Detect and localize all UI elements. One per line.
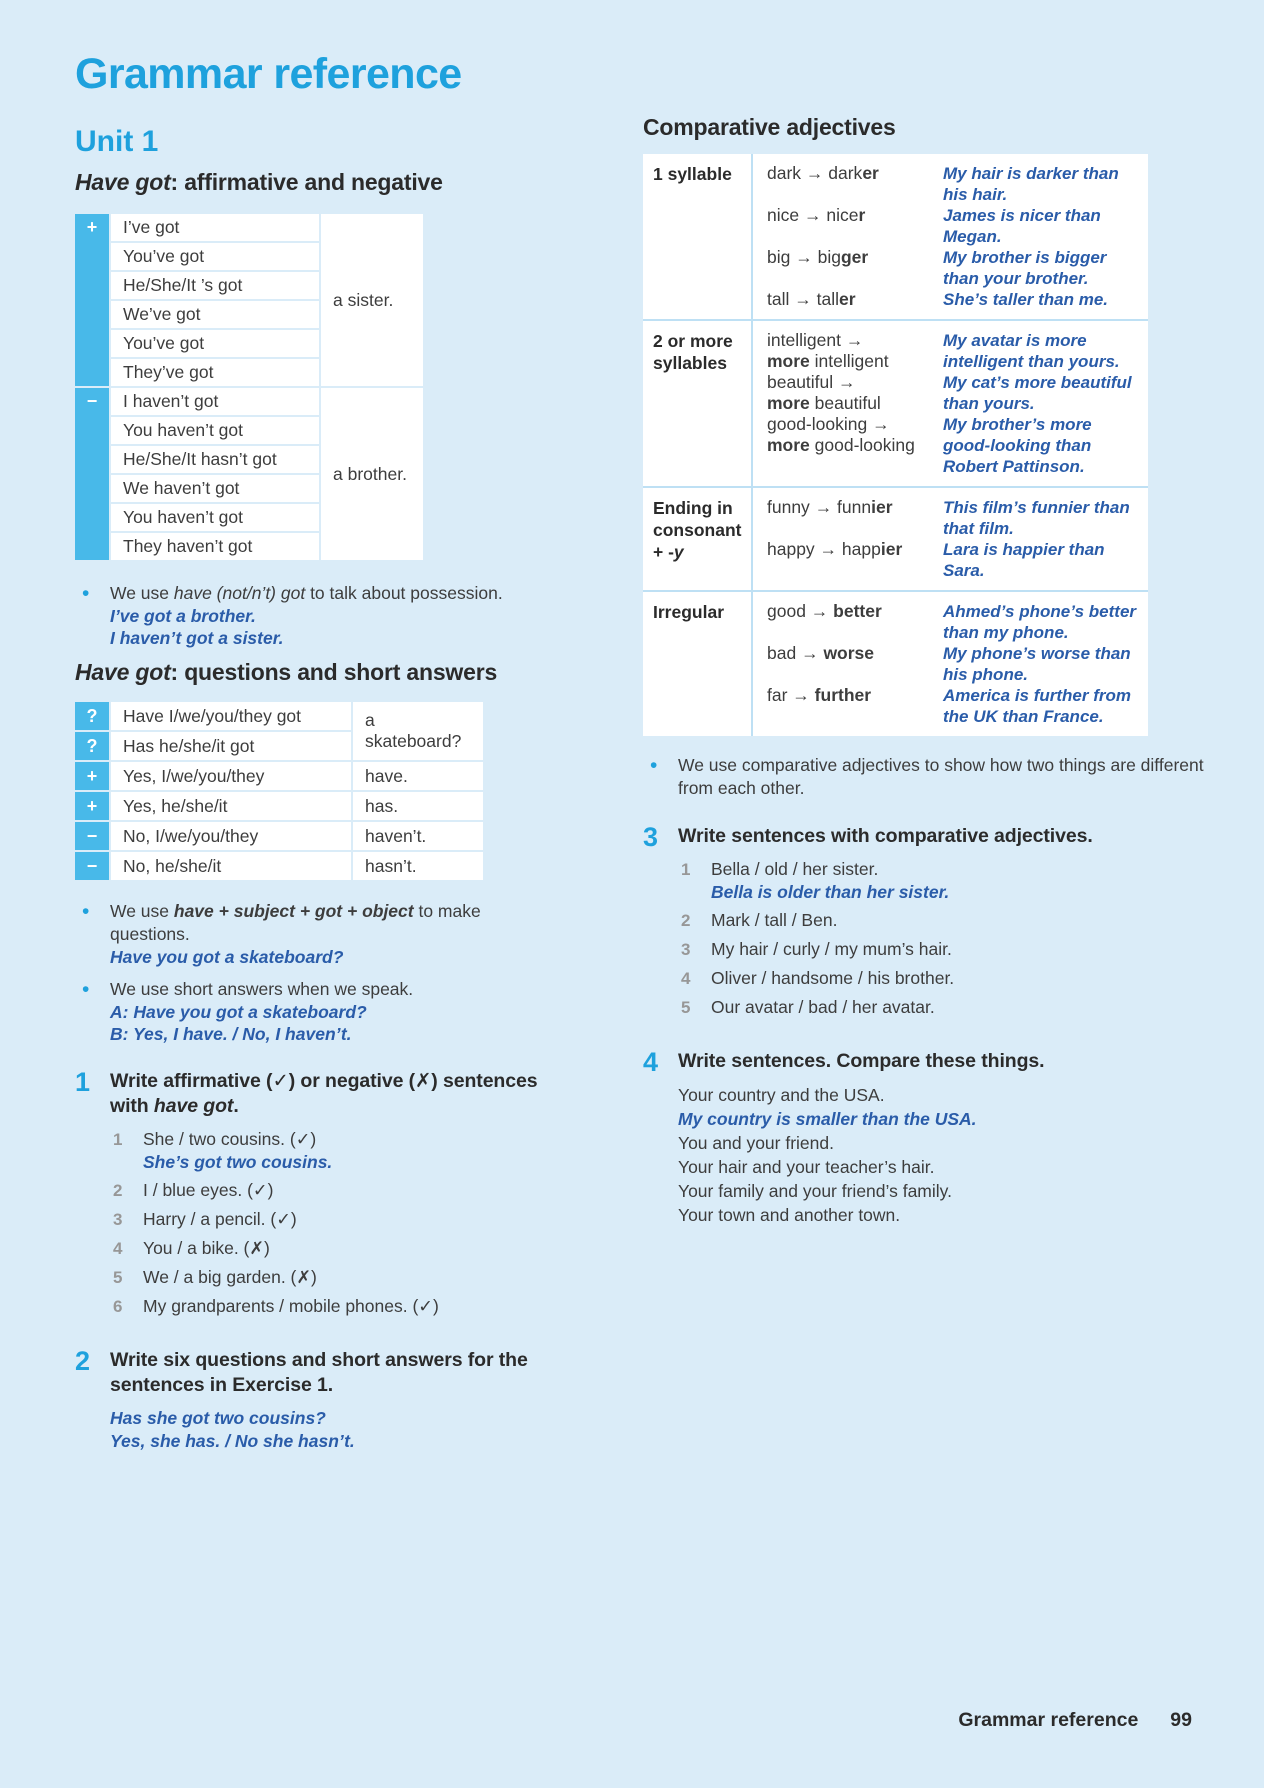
transformation-cell [767, 497, 937, 518]
item-text [143, 1208, 547, 1231]
text-run: Write sentences with comparative adjectives. [678, 825, 1093, 847]
text-run: funn [832, 497, 872, 517]
text-run: further [814, 685, 872, 705]
example-sentence: America is further from the UK than France. [943, 686, 1131, 726]
transformation-cell [767, 289, 937, 310]
text-run: Write affirmative (✓) or negative (✗) sentences with [110, 1070, 538, 1117]
object-cell: a brother. [321, 388, 423, 560]
exercise-item [110, 1295, 547, 1318]
transformation-line [767, 539, 937, 560]
adjective-pair [767, 205, 1140, 247]
transformation-line [767, 247, 937, 268]
adjective-pair [767, 539, 1140, 581]
section-heading-have-got-affirmative [75, 169, 547, 196]
text-run: We use [110, 583, 174, 603]
transformation-cell [767, 539, 937, 560]
example-sentence: Lara is happier than Sara. [943, 540, 1105, 580]
row-content [753, 154, 1148, 319]
short-answer-cell: hasn’t. [353, 852, 483, 880]
object-cell: a sister. [321, 214, 423, 386]
item-text [711, 909, 1208, 932]
symbol-cell: + [75, 762, 109, 790]
negative-symbol-cell: − [75, 388, 109, 560]
example-cell [943, 205, 1140, 247]
text-run: We use [110, 901, 174, 921]
arrow-icon: → [819, 539, 838, 559]
transformation-line [767, 414, 937, 435]
exercise-body [110, 1348, 547, 1453]
example-sentence: B: Yes, I have. / No, I haven’t. [110, 1024, 352, 1044]
exercise-number: 2 [75, 1346, 91, 1376]
symbol-cell: − [75, 852, 109, 880]
short-answer-cell: has. [353, 792, 483, 820]
text-run: nice [821, 205, 859, 225]
exercise-item [110, 1208, 547, 1231]
form-cell: You haven’t got [111, 504, 319, 531]
arrow-icon: → [794, 289, 812, 309]
item-text [711, 996, 1208, 1019]
arrow-icon: → [838, 372, 856, 392]
bullet-icon: • [82, 900, 90, 923]
text-run: Irregular [653, 602, 724, 622]
example-sentence: My brother is bigger than your brother. [943, 248, 1107, 288]
example-sentence: My avatar is more intelligent than yours. [943, 331, 1120, 371]
transformation-line [767, 330, 937, 351]
arrow-icon: → [845, 330, 864, 350]
exercise-number: 1 [75, 1067, 91, 1097]
bullet-text [110, 978, 547, 1045]
transformation-cell [767, 685, 937, 706]
text-run: beautiful [809, 393, 881, 413]
arrow-icon: → [805, 163, 824, 183]
unit-heading: Unit 1 [75, 125, 159, 158]
text-run: er [838, 289, 856, 309]
text-run: ier [880, 539, 903, 559]
example-cell [943, 247, 1140, 289]
affirmative-symbol-cell: + [75, 214, 109, 386]
example-sentence: My country is smaller than the USA. [678, 1109, 977, 1129]
arrow-icon: → [810, 601, 829, 621]
exercise-answer [110, 1430, 547, 1453]
text-run: We use short answers when we speak. [110, 979, 414, 999]
row-content [753, 488, 1148, 590]
example-sentence: I haven’t got a sister. [110, 628, 284, 648]
arrow-icon: → [792, 685, 810, 705]
item-prompt: We / a big garden. (✗) [143, 1267, 317, 1287]
item-text [143, 1128, 547, 1173]
exercise-title [110, 1348, 547, 1398]
item-number: 4 [113, 1239, 123, 1258]
exercise-title [678, 1049, 1208, 1074]
transformation-cell [767, 414, 937, 456]
example-sentence: My brother’s more good-looking than Robert Pattinson. [943, 415, 1092, 476]
symbol-cell: ? [75, 702, 109, 730]
text-run: dark [823, 163, 863, 183]
right-column [643, 50, 1208, 1453]
text-run: ger [840, 247, 869, 267]
adjective-pair [767, 497, 1140, 539]
text-run: 1 syllable [653, 164, 732, 184]
transformation-cell [767, 247, 937, 268]
question-object-cell: a skateboard? [353, 702, 483, 760]
text-run: intelligent [767, 330, 846, 350]
transformation-line [767, 351, 937, 372]
text-run: have (not/n’t) got [173, 583, 306, 603]
text-run: nice [767, 205, 804, 225]
row-content [753, 321, 1148, 486]
page-footer [958, 1709, 1192, 1732]
exercise-item [678, 909, 1208, 932]
bullet-icon: • [82, 582, 90, 605]
exercise-title [678, 824, 1208, 849]
item-prompt: Mark / tall / Ben. [711, 910, 838, 930]
footer-page-number: 99 [1170, 1709, 1192, 1731]
item-prompt: Harry / a pencil. (✓) [143, 1209, 297, 1229]
category-cell [643, 592, 753, 736]
text-run: happy [767, 539, 820, 559]
text-run: more [767, 435, 810, 455]
example-sentence: I’ve got a brother. [110, 606, 256, 626]
form-cell: We haven’t got [111, 475, 319, 502]
short-answer-cell: have. [353, 762, 483, 790]
section-heading-rest: : questions and short answers [170, 659, 498, 685]
bullet-text [110, 582, 547, 649]
text-run: tall [767, 289, 795, 309]
arrow-icon: → [795, 247, 813, 267]
text-run: better [833, 601, 882, 621]
transformation-cell [767, 330, 937, 372]
form-cell: They’ve got [111, 359, 319, 386]
adjective-pair [767, 643, 1140, 685]
form-cell: He/She/It hasn’t got [111, 446, 319, 473]
text-run: happ [837, 539, 881, 559]
example-cell [943, 539, 1140, 581]
item-prompt: Our avatar / bad / her avatar. [711, 997, 935, 1017]
item-number: 4 [681, 969, 691, 988]
example-cell [943, 289, 1140, 310]
transformation-line [767, 643, 937, 664]
example-cell [943, 414, 1140, 477]
text-run: tall [811, 289, 839, 309]
text-run: more [767, 351, 810, 371]
bullet-item [75, 582, 547, 649]
exercise-prompt-line: You and your friend. [678, 1133, 834, 1153]
category-cell [643, 154, 753, 319]
bullet-text [678, 754, 1208, 800]
exercise-item [110, 1237, 547, 1260]
item-prompt: My grandparents / mobile phones. (✓) [143, 1296, 439, 1316]
exercise-body [678, 1049, 1208, 1227]
section-heading-italic: Have got [75, 659, 171, 685]
text-run: ier [871, 497, 893, 517]
text-run: to talk about possession. [305, 583, 503, 603]
symbol-cell: ? [75, 732, 109, 760]
left-column [75, 50, 547, 1453]
text-run: intelligent [809, 351, 889, 371]
example-sentence: Have you got a skateboard? [110, 947, 344, 967]
section-heading-italic: Have got [75, 169, 171, 195]
exercise-number: 4 [643, 1047, 659, 1077]
form-cell: They haven’t got [111, 533, 319, 560]
form-cell: You haven’t got [111, 417, 319, 444]
text-run: Write six questions and short answers for the sentences in Exercise 1. [110, 1349, 528, 1396]
adjective-pair [767, 330, 1140, 372]
arrow-icon: → [872, 414, 890, 434]
transformation-line [767, 289, 937, 310]
exercise-item [678, 996, 1208, 1019]
form-cell: He/She/It ’s got [111, 272, 319, 299]
item-prompt: My hair / curly / my mum’s hair. [711, 939, 952, 959]
item-text [711, 938, 1208, 961]
have-got-usage-bullets [75, 582, 547, 649]
exercise-3 [643, 824, 1208, 1025]
comparative-row [643, 590, 1148, 736]
example-cell [943, 163, 1140, 205]
text-run: good [767, 601, 811, 621]
text-run: y [673, 542, 684, 562]
bullet-item [75, 900, 547, 968]
exercise-answer-line [678, 1107, 1208, 1131]
transformation-cell [767, 205, 937, 226]
item-answer: Bella is older than her sister. [711, 882, 950, 902]
transformation-cell [767, 643, 937, 664]
item-answer: She’s got two cousins. [143, 1152, 333, 1172]
page-title: Grammar reference [75, 50, 462, 98]
section-heading-rest: : affirmative and negative [170, 169, 443, 195]
exercise-item [110, 1128, 547, 1173]
transformation-line [767, 601, 937, 622]
exercise-item [678, 858, 1208, 903]
section-heading-have-got-questions [75, 659, 547, 686]
example-sentence: Ahmed’s phone’s better than my phone. [943, 602, 1137, 642]
symbol-cell: + [75, 792, 109, 820]
adjective-pair [767, 163, 1140, 205]
text-run: worse [823, 643, 875, 663]
exercise-prompt-line: Your hair and your teacher’s hair. [678, 1157, 935, 1177]
item-prompt: She / two cousins. (✓) [143, 1129, 317, 1149]
example-cell [943, 372, 1140, 414]
transformation-line [767, 393, 937, 414]
exercise-number: 3 [643, 822, 659, 852]
exercise-item [678, 938, 1208, 961]
exercise-4 [643, 1049, 1208, 1227]
category-cell [643, 488, 753, 590]
item-text [143, 1295, 547, 1318]
arrow-icon: → [801, 643, 819, 663]
item-text [711, 967, 1208, 990]
text-run: have + subject + got + object [173, 901, 414, 921]
question-form-cell: Has he/she/it got [111, 732, 351, 760]
text-run: good-looking [809, 435, 915, 455]
category-cell [643, 321, 753, 486]
arrow-icon: → [803, 205, 822, 225]
text-run: good-looking [767, 414, 873, 434]
section-heading-comparative: Comparative adjectives [643, 114, 896, 140]
text-run: big [812, 247, 841, 267]
example-sentence: James is nicer than Megan. [943, 206, 1101, 246]
short-answer-cell: haven’t. [353, 822, 483, 850]
example-sentence: Yes, she has. / No she hasn’t. [110, 1431, 355, 1451]
text-run: Write sentences. Compare these things. [678, 1050, 1045, 1072]
text-run: beautiful [767, 372, 839, 392]
text-run: big [767, 247, 796, 267]
example-sentence: A: Have you got a skateboard? [110, 1002, 367, 1022]
item-text [143, 1266, 547, 1289]
comparative-row [643, 486, 1148, 590]
form-cell: I’ve got [111, 214, 319, 241]
exercise-1 [75, 1069, 547, 1324]
question-form-cell: Have I/we/you/they got [111, 702, 351, 730]
example-cell [943, 643, 1140, 685]
arrow-icon: → [814, 497, 833, 517]
adjective-pair [767, 601, 1140, 643]
question-form-cell: No, I/we/you/they [111, 822, 351, 850]
example-sentence: My phone’s worse than his phone. [943, 644, 1131, 684]
bullet-icon: • [650, 754, 658, 777]
form-cell: We’ve got [111, 301, 319, 328]
item-prompt: I / blue eyes. (✓) [143, 1180, 274, 1200]
text-run: Ending in consonant + - [653, 498, 742, 562]
question-form-cell: Yes, he/she/it [111, 792, 351, 820]
comparative-usage-bullets [643, 754, 1208, 800]
transformation-line [767, 163, 937, 184]
form-cell: I haven’t got [111, 388, 319, 415]
adjective-pair [767, 372, 1140, 414]
adjective-pair [767, 685, 1140, 727]
footer-section-label: Grammar reference [958, 1709, 1139, 1731]
exercise-item [110, 1266, 547, 1289]
row-content [753, 592, 1148, 736]
exercise-body [110, 1069, 547, 1324]
item-number: 1 [113, 1130, 123, 1149]
transformation-line [767, 497, 937, 518]
example-sentence: She’s taller than me. [943, 290, 1109, 309]
comparative-adjectives-table [643, 154, 1148, 736]
example-sentence: Has she got two cousins? [110, 1408, 326, 1428]
form-cell: You’ve got [111, 243, 319, 270]
item-number: 1 [681, 860, 691, 879]
exercise-2 [75, 1348, 547, 1453]
symbol-cell: − [75, 822, 109, 850]
item-number: 6 [113, 1297, 123, 1316]
example-cell [943, 601, 1140, 643]
item-text [711, 858, 1208, 903]
exercise-body [678, 824, 1208, 1025]
text-run: dark [767, 163, 806, 183]
example-sentence: This film’s funnier than that film. [943, 498, 1130, 538]
item-prompt: You / a bike. (✗) [143, 1238, 270, 1258]
have-got-questions-table [75, 702, 547, 880]
questions-usage-bullets [75, 900, 547, 1045]
item-number: 2 [113, 1181, 123, 1200]
adjective-pair [767, 414, 1140, 477]
item-number: 5 [113, 1268, 123, 1287]
text-run: 2 or more syllables [653, 331, 733, 373]
exercise-prompt-line: Your town and another town. [678, 1205, 901, 1225]
text-run: far [767, 685, 793, 705]
exercise-answer [110, 1407, 547, 1430]
transformation-line [767, 685, 937, 706]
exercise-title [110, 1069, 547, 1119]
have-got-forms-table [75, 214, 547, 560]
adjective-pair [767, 247, 1140, 289]
item-text [143, 1237, 547, 1260]
transformation-line [767, 372, 937, 393]
text-run: r [858, 205, 866, 225]
bullet-text [110, 900, 547, 968]
example-sentence: My hair is darker than his hair. [943, 164, 1119, 204]
text-run: er [862, 163, 879, 183]
text-run: more [767, 393, 810, 413]
example-sentence: My cat’s more beautiful than yours. [943, 373, 1132, 413]
text-run: funny [767, 497, 815, 517]
question-form-cell: No, he/she/it [111, 852, 351, 880]
text-run: We use comparative adjectives to show how two things are different from each other. [678, 755, 1204, 798]
example-cell [943, 497, 1140, 539]
item-number: 5 [681, 998, 691, 1017]
exercise-item [110, 1179, 547, 1202]
transformation-line [767, 435, 937, 456]
example-cell [943, 685, 1140, 727]
item-prompt: Bella / old / her sister. [711, 859, 879, 879]
text-run: have got [153, 1095, 234, 1117]
comparative-row [643, 154, 1148, 319]
bullet-item [643, 754, 1208, 800]
exercise-prompt-line: Your family and your friend’s family. [678, 1181, 952, 1201]
item-number: 3 [681, 940, 691, 959]
bullet-item [75, 978, 547, 1045]
transformation-cell [767, 601, 937, 622]
item-number: 2 [681, 911, 691, 930]
item-prompt: Oliver / handsome / his brother. [711, 968, 955, 988]
transformation-cell [767, 372, 937, 414]
form-cell: You’ve got [111, 330, 319, 357]
transformation-cell [767, 163, 937, 184]
question-form-cell: Yes, I/we/you/they [111, 762, 351, 790]
exercise-prompt-line: Your country and the USA. [678, 1085, 885, 1105]
text-run: to make questions. [110, 901, 481, 944]
item-text [143, 1179, 547, 1202]
transformation-line [767, 205, 937, 226]
adjective-pair [767, 289, 1140, 310]
text-run: bad [767, 643, 802, 663]
comparative-row [643, 319, 1148, 486]
bullet-icon: • [82, 978, 90, 1001]
text-run: . [233, 1095, 239, 1117]
example-cell [943, 330, 1140, 372]
exercise-item [678, 967, 1208, 990]
item-number: 3 [113, 1210, 123, 1229]
